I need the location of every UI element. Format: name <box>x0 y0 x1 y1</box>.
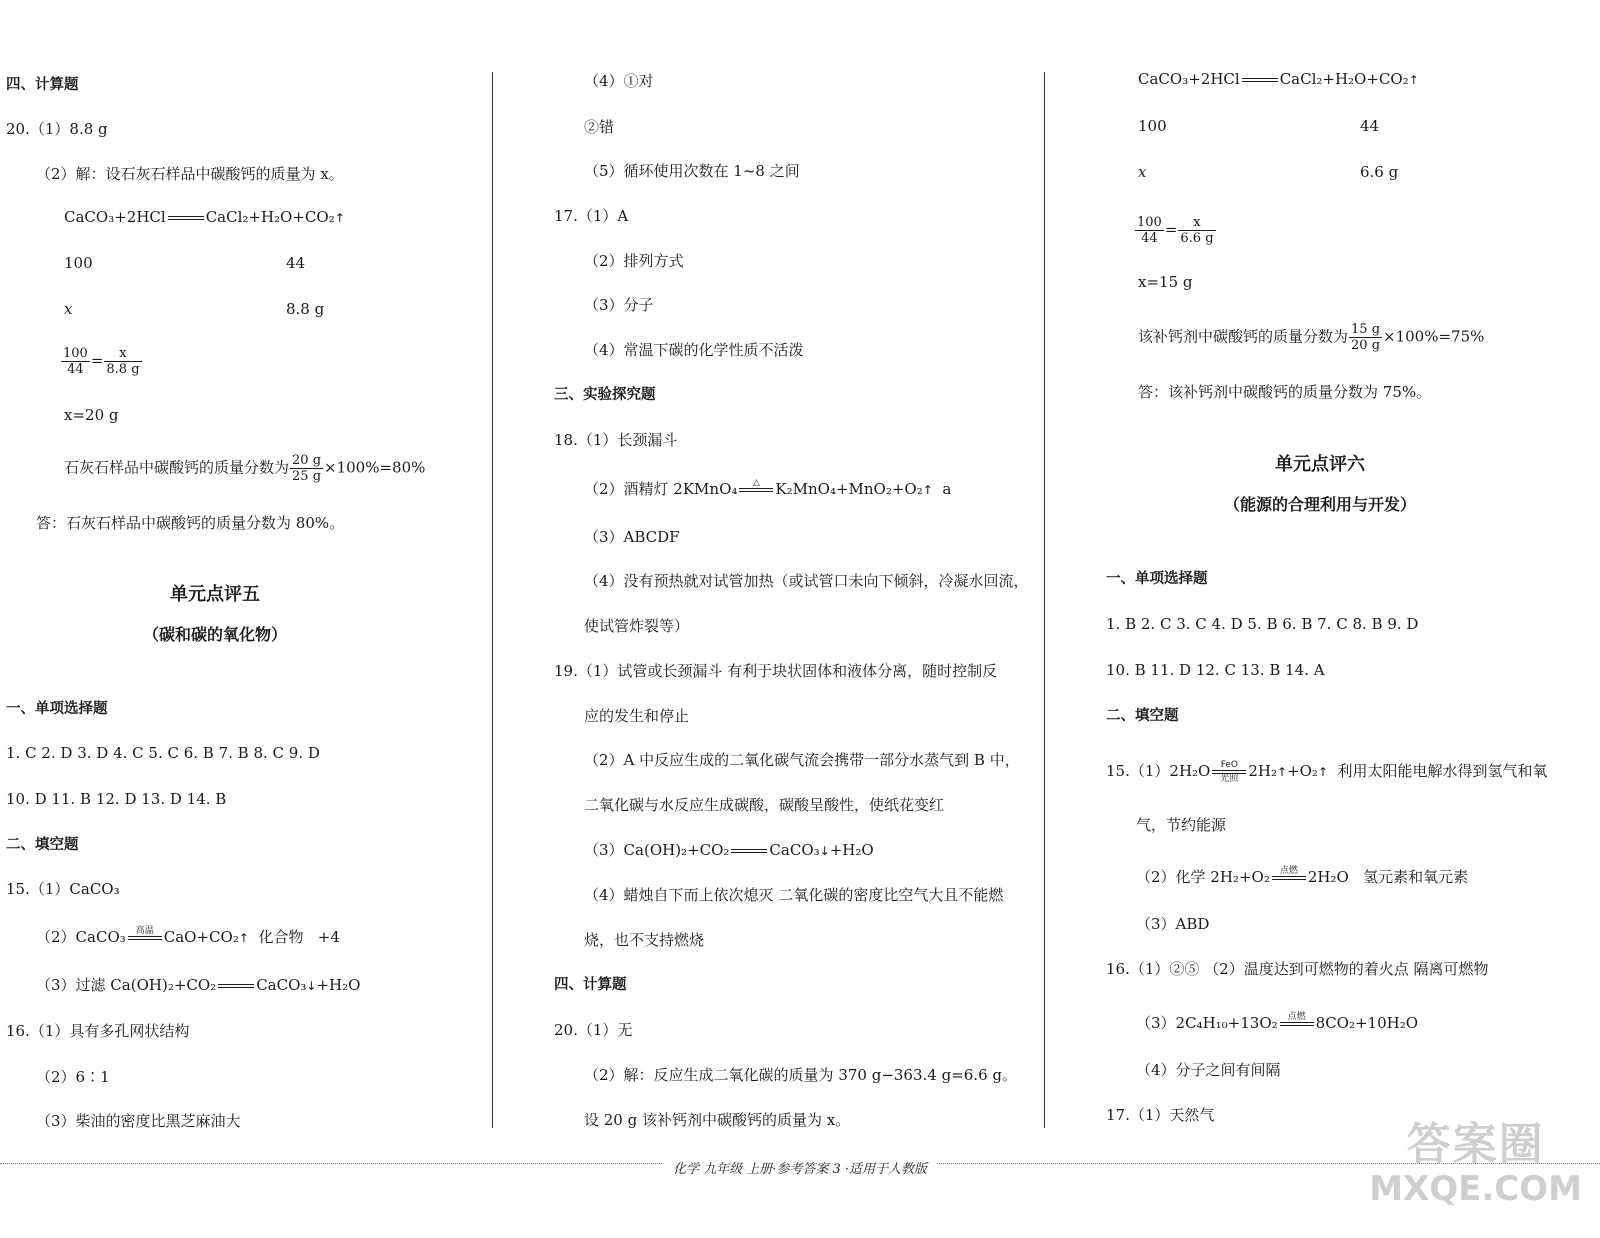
answer-line: （4）没有预热就对试管加热（或试管口未向下倾斜，冷凝水回流， <box>584 572 1029 590</box>
watermark-logo: 答案圈 <box>1406 1119 1545 1170</box>
answer-line: （3）分子 <box>584 296 654 314</box>
molar-mass: 44 <box>286 254 306 272</box>
answer-line: 烧，也不支持燃烧 <box>584 931 705 949</box>
answer-line: （2）6∶1 <box>36 1068 110 1086</box>
percentage-line: 石灰石样品中碳酸钙的质量分数为 $\frac{20 g}{25 g}$ ×100%=80% <box>64 453 426 484</box>
answer-line: 二氧化碳与水反应生成碳酸，碳酸呈酸性，使纸花变红 <box>584 796 945 814</box>
result-line: x=20 g <box>64 406 119 424</box>
choice-answers: 10. B 11. D 12. C 13. B 14. A <box>1106 661 1325 679</box>
answer-line: 17.（1）A <box>554 207 629 225</box>
known-mass: 8.8 g <box>286 300 325 318</box>
chemical-equation: （3）2C₄H₁₀+13O₂ 点燃 8CO₂+10H₂O <box>1136 1012 1419 1032</box>
ratio-equation: $\frac{100}{44}$ = $\frac{x}{6.6 g}$ <box>1137 215 1214 246</box>
answer-line: （3）ABD <box>1136 915 1210 933</box>
unit-subtitle: （能源的合理利用与开发） <box>1223 495 1416 514</box>
answer-line: （4）常温下碳的化学性质不活泼 <box>584 341 804 359</box>
chemical-equation: CaCO₃+2HCl CaCl₂+H₂O+CO₂↑ <box>64 208 345 226</box>
answer-line: （3）柴油的密度比黑芝麻油大 <box>36 1112 241 1130</box>
answer-line: 20.（1）8.8 g <box>6 120 108 138</box>
chemical-equation: CaCO₃+2HCl CaCl₂+H₂O+CO₂↑ <box>1138 70 1419 88</box>
answer-line: 18.（1）长颈漏斗 <box>554 431 678 449</box>
section-heading: 一、单项选择题 <box>1106 571 1208 587</box>
chemical-equation: （2）化学 2H₂+O₂ 点燃 2H₂O 氢元素和氧元素 <box>1136 866 1469 886</box>
molar-mass: 44 <box>1360 117 1380 135</box>
section-heading: 二、填空题 <box>1106 708 1179 724</box>
column-divider-left <box>492 72 493 1128</box>
ratio-equation: $\frac{100}{44}$ = $\frac{x}{8.8 g}$ <box>63 346 140 377</box>
answer-line: 20.（1）无 <box>554 1021 633 1039</box>
chemical-equation: （2）酒精灯 2KMnO₄ △ K₂MnO₄+MnO₂+O₂↑ a <box>584 478 952 498</box>
unknown-mass: x <box>1138 163 1147 181</box>
chemical-equation: （3）Ca(OH)₂+CO₂ CaCO₃↓+H₂O <box>584 841 874 859</box>
answer-line: 19.（1）试管或长颈漏斗 有利于块状固体和液体分离，随时控制反 <box>554 662 998 680</box>
answer-line: ②错 <box>584 118 615 136</box>
answer-line: 使试管炸裂等） <box>584 617 690 635</box>
section-heading: 一、单项选择题 <box>6 701 108 717</box>
answer-line: （5）循环使用次数在 1~8 之间 <box>584 162 800 180</box>
answer-line: 气，节约能源 <box>1136 816 1227 834</box>
answer-line: 15.（1）CaCO₃ <box>6 880 120 898</box>
answer-line: （4）分子之间有间隔 <box>1136 1061 1281 1079</box>
choice-answers: 1. B 2. C 3. C 4. D 5. B 6. B 7. C 8. B 9. D <box>1106 615 1419 633</box>
answer-line: （3）ABCDF <box>584 528 680 546</box>
answer-line: 16.（1）②⑤ （2）温度达到可燃物的着火点 隔离可燃物 <box>1106 960 1489 978</box>
answer-statement: 答：该补钙剂中碳酸钙的质量分数为 75%。 <box>1138 383 1432 401</box>
unit-title: 单元点评五 <box>170 584 260 605</box>
choice-answers: 10. D 11. B 12. D 13. D 14. B <box>6 790 227 808</box>
section-heading: 四、计算题 <box>6 77 79 93</box>
unit-subtitle: （碳和碳的氧化物） <box>142 625 287 644</box>
unit-title: 单元点评六 <box>1275 454 1365 475</box>
answer-line: 设 20 g 该补钙剂中碳酸钙的质量为 x。 <box>584 1111 851 1129</box>
answer-line: （2）解：反应生成二氧化碳的质量为 370 g−363.4 g=6.6 g。 <box>584 1066 1017 1084</box>
answer-line: 17.（1）天然气 <box>1106 1106 1215 1124</box>
answer-line: （4）蜡烛自下而上依次熄灭 二氧化碳的密度比空气大且不能燃 <box>584 886 1004 904</box>
chemical-equation: （2）CaCO₃ 高温 CaO+CO₂↑ 化合物 +4 <box>36 926 340 946</box>
answer-line: 16.（1）具有多孔网状结构 <box>6 1022 190 1040</box>
chemical-equation: 15.（1）2H₂O FeO 光照 2H₂↑+O₂↑ 利用太阳能电解水得到氢气和氧 <box>1106 760 1548 784</box>
result-line: x=15 g <box>1138 273 1193 291</box>
page-footer <box>0 1158 1600 1177</box>
percentage-line: 该补钙剂中碳酸钙的质量分数为 $\frac{15 g}{20 g}$ ×100%=75% <box>1138 322 1485 353</box>
unknown-mass: x <box>64 300 73 318</box>
answer-statement: 答：石灰石样品中碳酸钙的质量分数为 80%。 <box>36 514 345 532</box>
known-mass: 6.6 g <box>1360 163 1399 181</box>
watermark-url: MXQE.COM <box>1369 1169 1582 1209</box>
chemical-equation: （3）过滤 Ca(OH)₂+CO₂ CaCO₃↓+H₂O <box>36 976 361 994</box>
watermark <box>1369 1120 1582 1208</box>
answer-line: （4）①对 <box>584 72 654 90</box>
answer-line: （2）解：设石灰石样品中碳酸钙的质量为 x。 <box>36 165 344 183</box>
molar-mass: 100 <box>64 254 93 272</box>
section-heading: 三、实验探究题 <box>554 387 656 403</box>
choice-answers: 1. C 2. D 3. D 4. C 5. C 6. B 7. B 8. C 9. D <box>6 744 320 762</box>
footer-text: 化学 九年级 上册·参考答案 3 ·适用于人教版 <box>663 1162 937 1177</box>
answer-line: 应的发生和停止 <box>584 707 690 725</box>
section-heading: 二、填空题 <box>6 837 79 853</box>
answer-line: （2）排列方式 <box>584 252 684 270</box>
section-heading: 四、计算题 <box>554 977 627 993</box>
column-divider-right <box>1044 72 1045 1128</box>
molar-mass: 100 <box>1138 117 1167 135</box>
answer-line: （2）A 中反应生成的二氧化碳气流会携带一部分水蒸气到 B 中， <box>584 751 1020 769</box>
